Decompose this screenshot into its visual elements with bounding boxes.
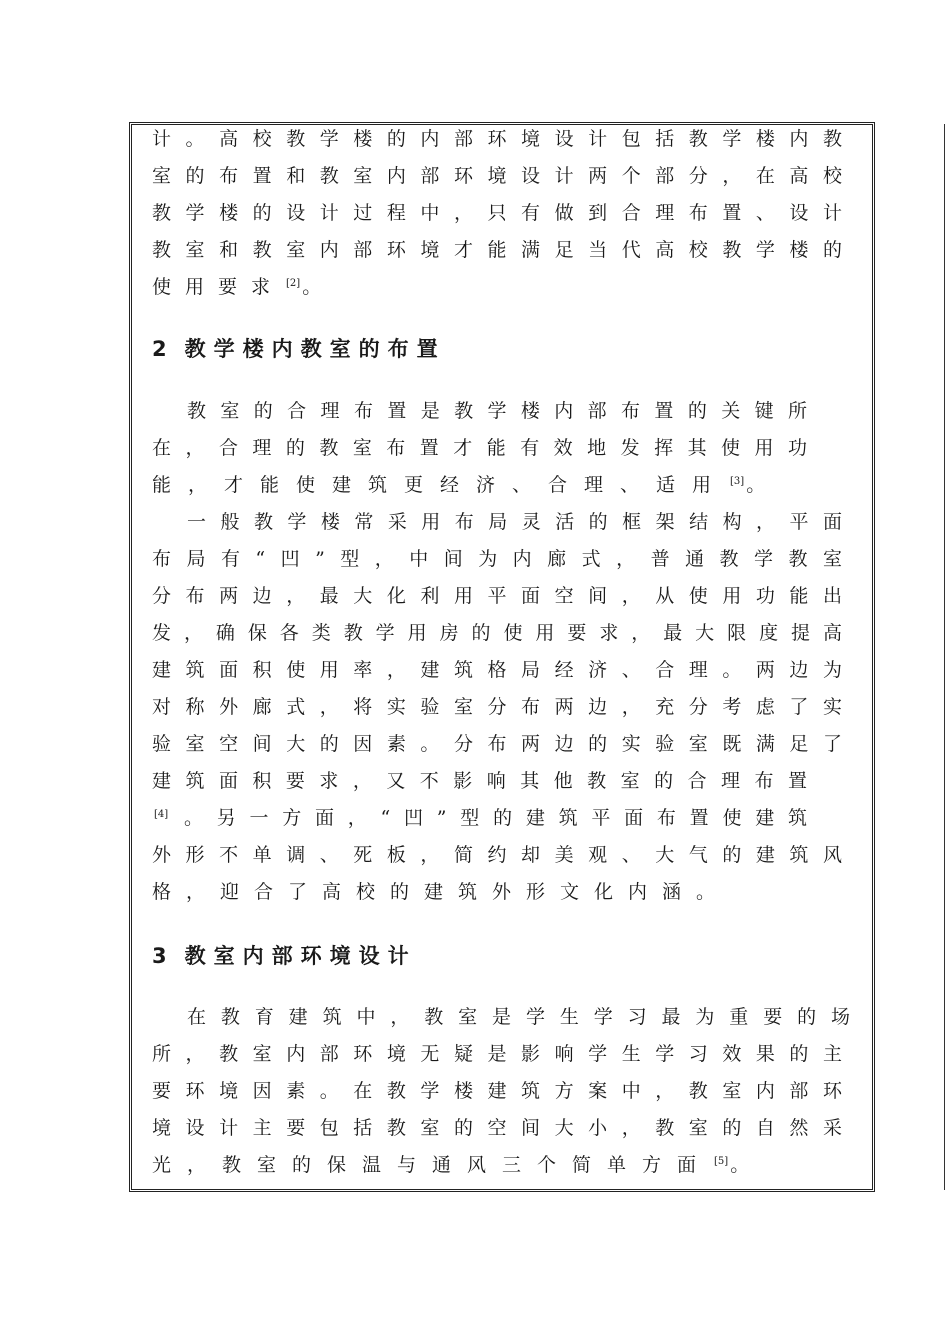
section-number: 3 xyxy=(152,944,167,968)
paragraph-text: 。 xyxy=(746,474,783,496)
paragraph-line: 教学楼的设计过程中，只有做到合理布置、设计 xyxy=(152,202,842,224)
paragraph-line: 外形不单调、死板，简约却美观、大气的建筑风 xyxy=(152,844,842,866)
paragraph-text: 光，教室的保温与通风三个简单方面 xyxy=(152,1154,713,1176)
paragraph-line xyxy=(152,467,842,504)
paragraph-line: 计。高校教学楼的内部环境设计包括教学楼内教 xyxy=(152,128,842,150)
paragraph-line: 境设计主要包括教室的空间大小，教室的自然采 xyxy=(152,1117,842,1139)
citation-ref: [3] xyxy=(730,475,745,487)
page-edge-line xyxy=(944,124,945,1190)
section-title: 教室内部环境设计 xyxy=(184,944,417,968)
paragraph-line xyxy=(152,1147,842,1184)
paragraph-line: 在教育建筑中，教室是学生学习最为重要的场 xyxy=(187,1006,850,1028)
paragraph-line: 建筑面积要求，又不影响其他教室的合理布置 xyxy=(152,770,807,792)
paragraph-line: 在，合理的教室布置才能有效地发挥其使用功 xyxy=(152,437,807,459)
paragraph-line: 所，教室内部环境无疑是影响学生学习效果的主 xyxy=(152,1043,842,1065)
citation-ref: [2] xyxy=(286,277,301,289)
paragraph-line: 教室的合理布置是教学楼内部布置的关键所 xyxy=(187,400,807,422)
paragraph-line xyxy=(152,269,842,306)
paragraph-line: 分布两边，最大化利用平面空间，从使用功能出 xyxy=(152,585,842,607)
paragraph-text: 。 xyxy=(302,276,336,298)
section-number: 2 xyxy=(152,337,167,361)
paragraph-text: 使用要求 xyxy=(152,276,285,298)
section-heading xyxy=(152,936,417,976)
paragraph-text: 。另一方面，“凹”型的建筑平面布置使建筑 xyxy=(170,807,807,829)
paragraph-line: 教室和教室内部环境才能满足当代高校教学楼的 xyxy=(152,239,842,261)
paragraph-line: 对称外廊式，将实验室分布两边，充分考虑了实 xyxy=(152,696,842,718)
paragraph-line: 格，迎合了高校的建筑外形文化内涵。 xyxy=(152,881,731,903)
section-heading xyxy=(152,329,446,369)
section-title: 教学楼内教室的布置 xyxy=(184,337,446,361)
citation-ref: [5] xyxy=(714,1155,729,1167)
paragraph-line: 布局有“凹”型，中间为内廊式，普通教学教室 xyxy=(152,548,842,570)
citation-ref: [4] xyxy=(154,808,169,820)
paragraph-line: 发，确保各类教学用房的使用要求，最大限度提高 xyxy=(152,622,842,644)
paragraph-line xyxy=(152,800,807,837)
paragraph-line: 一般教学楼常采用布局灵活的框架结构，平面 xyxy=(187,511,842,533)
paragraph-line: 验室空间大的因素。分布两边的实验室既满足了 xyxy=(152,733,842,755)
paragraph-text: 。 xyxy=(730,1154,766,1176)
paragraph-text: 能，才能使建筑更经济、合理、适用 xyxy=(152,474,729,496)
paragraph-line: 建筑面积使用率，建筑格局经济、合理。两边为 xyxy=(152,659,842,681)
paragraph-line: 室的布置和教室内部环境设计两个部分，在高校 xyxy=(152,165,842,187)
paragraph-line: 要环境因素。在教学楼建筑方案中，教室内部环 xyxy=(152,1080,842,1102)
